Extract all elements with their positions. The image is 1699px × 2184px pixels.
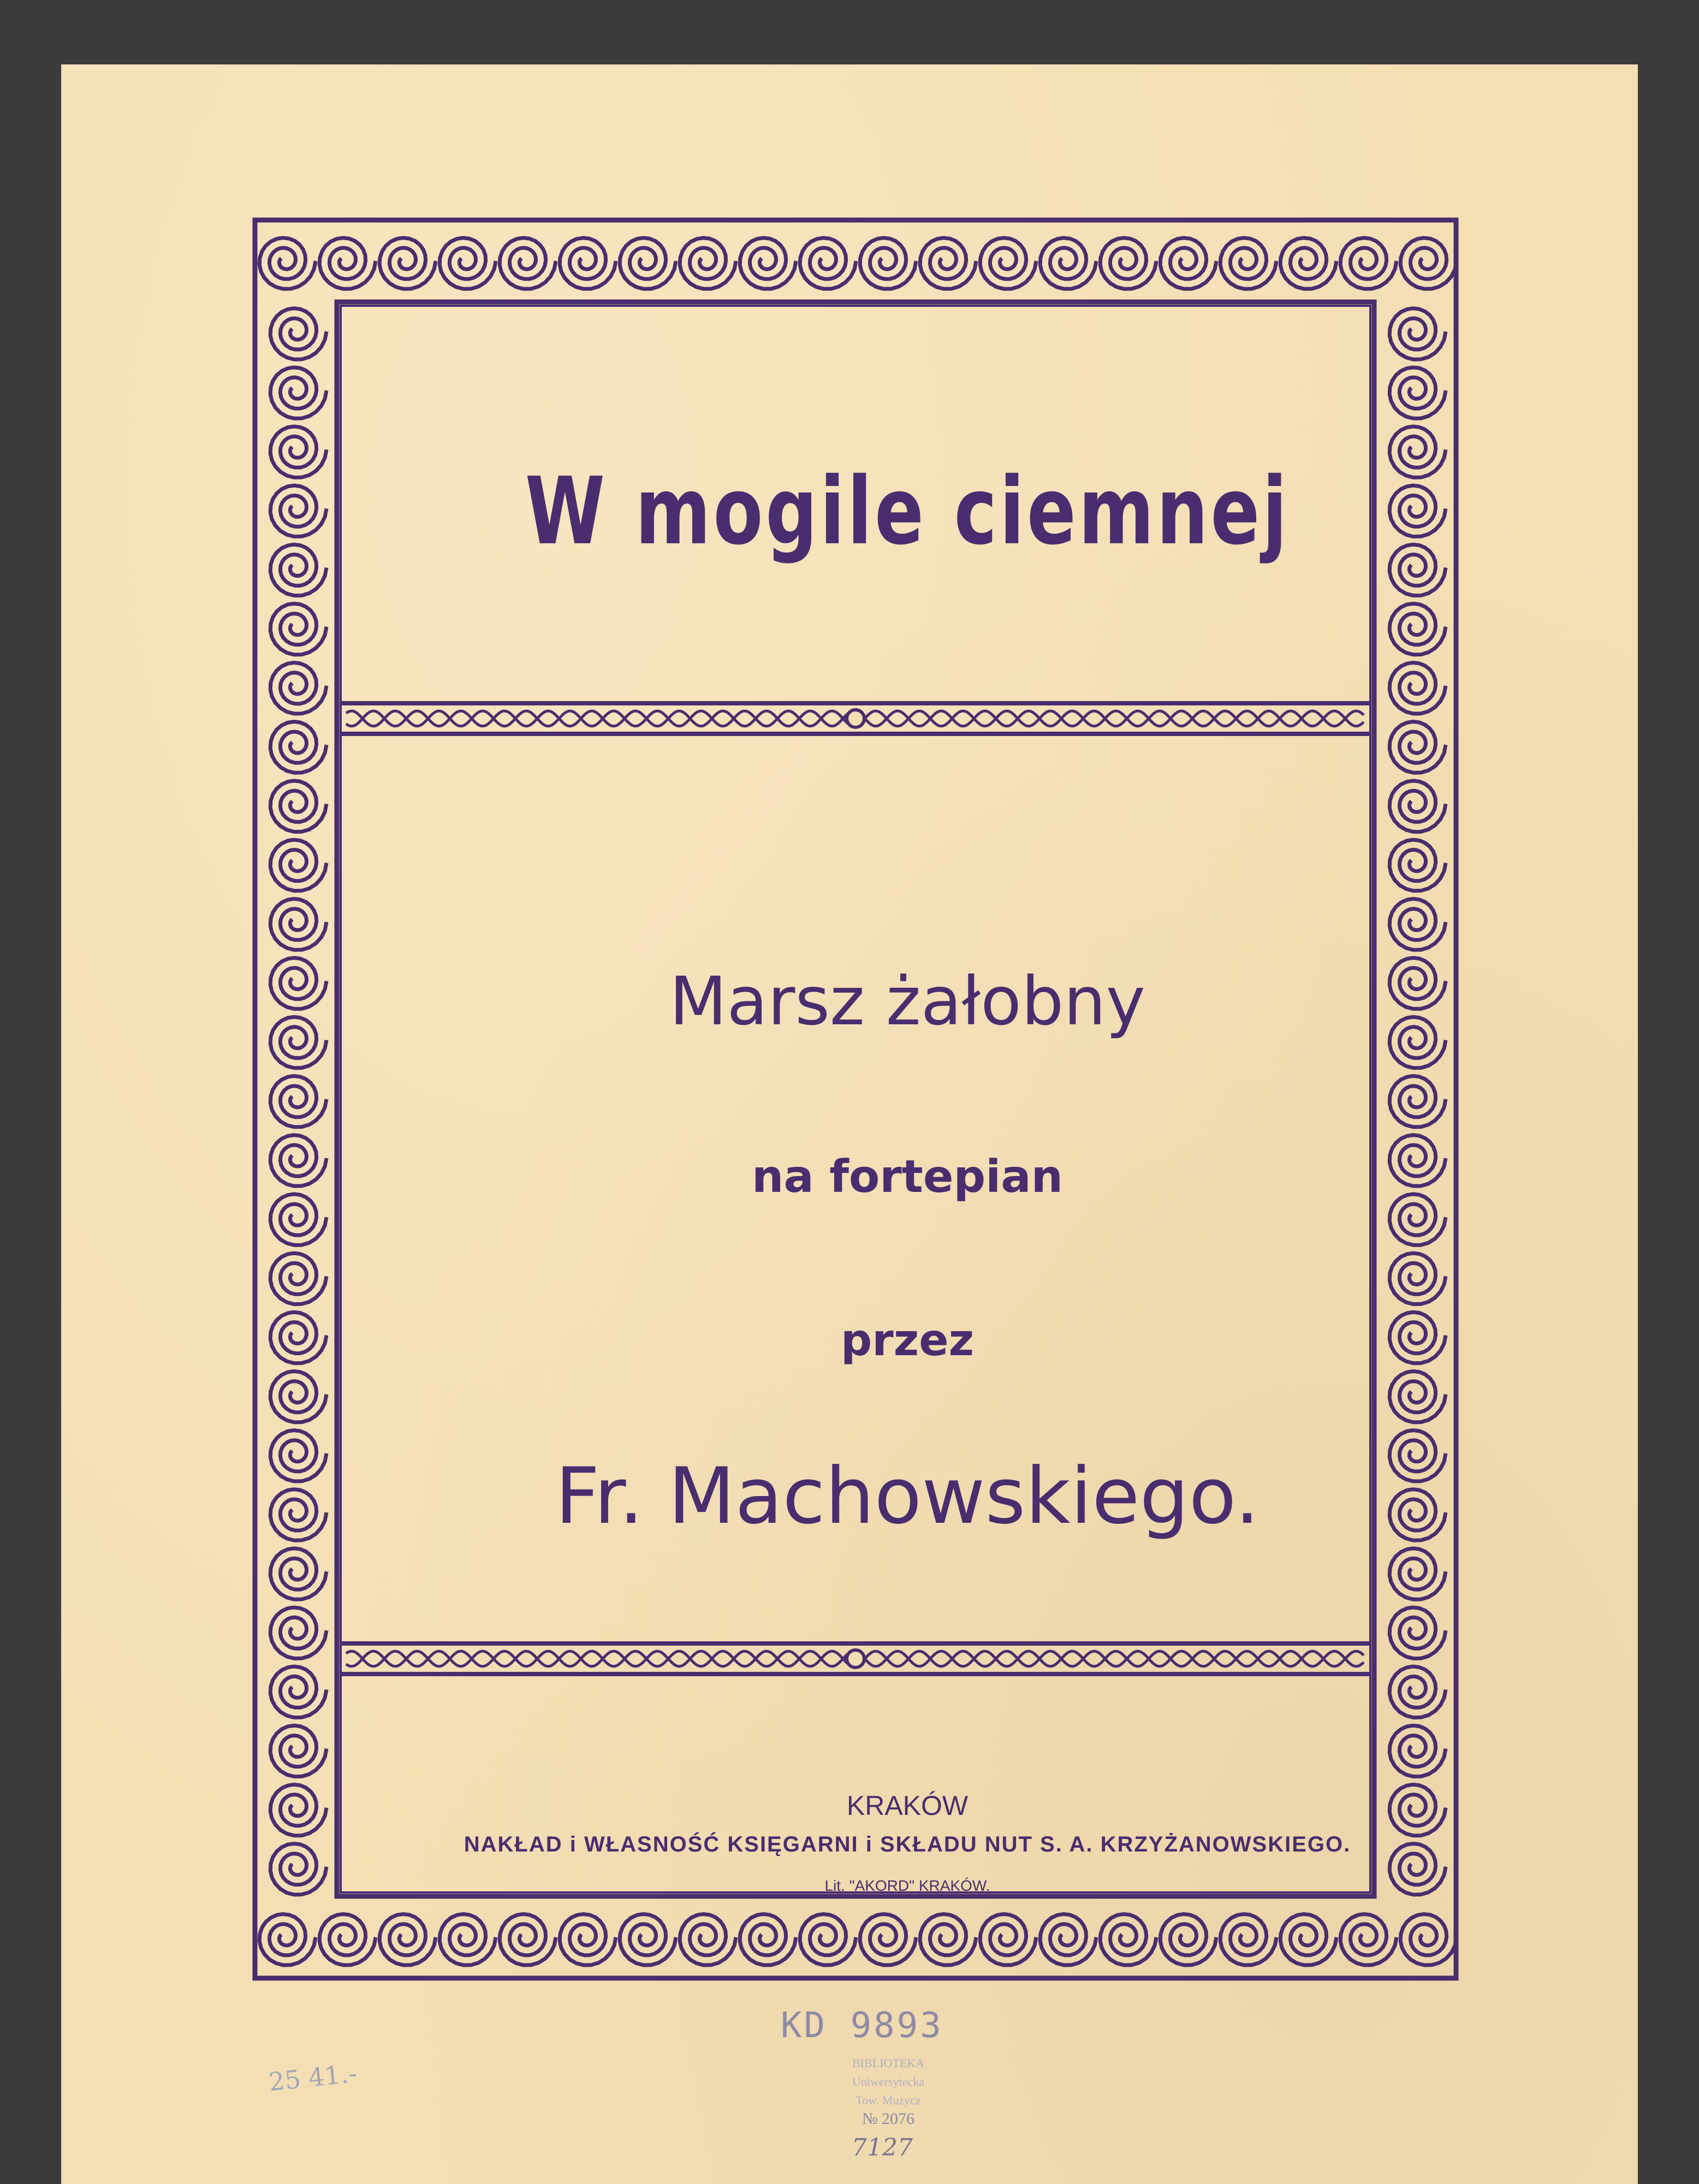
- spiral-ornament: [1280, 238, 1336, 289]
- divider-center-rosette: [847, 710, 864, 727]
- stamp-line-4: № 2076: [862, 2110, 915, 2128]
- spiral-ornament: [270, 899, 326, 950]
- library-stamp: [825, 2052, 951, 2134]
- spiral-ornament: [1389, 604, 1446, 655]
- spiral-ornament: [270, 958, 326, 1009]
- spiral-ornament: [259, 1914, 316, 1966]
- spiral-ornament: [1389, 899, 1446, 950]
- spiral-ornament: [1389, 1076, 1446, 1127]
- spiral-ornament: [270, 840, 326, 891]
- spiral-ornament: [1400, 238, 1457, 289]
- publisher-line: NAKŁAD i WŁASNOŚĆ KSIĘGARNI i SKŁADU NUT S. A. KRZYŻANOWSKIEGO.: [464, 1832, 1351, 1856]
- spiral-ornament: [1389, 1371, 1446, 1422]
- spiral-ornament: [319, 238, 376, 289]
- spiral-ornament: [270, 308, 326, 360]
- spiral-ornament: [1389, 722, 1446, 773]
- spiral-ornament: [920, 1914, 976, 1966]
- spiral-ornament: [860, 1914, 916, 1966]
- spiral-ornament: [560, 1914, 616, 1966]
- spiral-ornament: [1100, 238, 1156, 289]
- spiral-ornament: [980, 238, 1036, 289]
- spiral-ornament: [270, 1489, 326, 1541]
- spiral-ornament: [270, 1076, 326, 1127]
- spiral-ornament: [1040, 238, 1096, 289]
- spiral-ornament: [620, 1914, 676, 1966]
- composer-name: Fr. Machowskiego.: [555, 1451, 1260, 1541]
- spiral-ornament: [270, 367, 326, 419]
- spiral-ornament: [1389, 1666, 1446, 1718]
- spiral-ornament: [270, 1017, 326, 1069]
- sheet-music-cover: [61, 64, 1638, 2184]
- by-line: przez: [840, 1315, 975, 1366]
- spiral-ornament: [1340, 238, 1397, 289]
- pencil-price-note: 25 41.-: [267, 2058, 359, 2097]
- spiral-ornament: [1220, 238, 1276, 289]
- upper-divider: [341, 703, 1370, 734]
- spiral-ornament: [270, 1431, 326, 1482]
- instrument-line: na fortepian: [751, 1151, 1064, 1203]
- spiral-ornament: [270, 1135, 326, 1186]
- spiral-ornament: [1389, 1253, 1446, 1304]
- spiral-ornament: [620, 238, 676, 289]
- spiral-ornament: [270, 544, 326, 596]
- spiral-ornament: [270, 1666, 326, 1718]
- spiral-ornament: [1280, 1914, 1336, 1966]
- spiral-ornament: [439, 238, 496, 289]
- spiral-ornament: [270, 663, 326, 714]
- spiral-ornament: [439, 1914, 496, 1966]
- spiral-ornament: [270, 1725, 326, 1777]
- shelf-mark: KD 9893: [781, 2005, 943, 2046]
- spiral-ornament: [980, 1914, 1036, 1966]
- spiral-ornament: [379, 1914, 436, 1966]
- spiral-ornament: [270, 426, 326, 478]
- spiral-ornament: [1220, 1914, 1276, 1966]
- spiral-ornament: [920, 238, 976, 289]
- spiral-ornament: [1389, 663, 1446, 714]
- spiral-ornament: [1400, 1914, 1457, 1966]
- spiral-ornament: [1389, 1725, 1446, 1777]
- spiral-ornament: [740, 238, 796, 289]
- spiral-ornament: [1389, 367, 1446, 419]
- spiral-ornament: [270, 1548, 326, 1600]
- spiral-ornament: [270, 1371, 326, 1422]
- spiral-ornament: [1389, 1548, 1446, 1600]
- stamp-line-2: Uniwersytecka: [852, 2075, 924, 2088]
- spiral-ornament: [270, 1253, 326, 1304]
- spiral-ornament: [270, 1312, 326, 1363]
- pencil-inventory-number: 7127: [852, 2134, 913, 2162]
- spiral-ornament: [1340, 1914, 1397, 1966]
- publication-place: KRAKÓW: [846, 1790, 969, 1821]
- spiral-ornament: [270, 1844, 326, 1895]
- spiral-ornament: [270, 1194, 326, 1245]
- spiral-ornament: [319, 1914, 376, 1966]
- subtitle: Marsz żałobny: [669, 963, 1145, 1040]
- stamp-line-1: BIBLIOTEKA: [852, 2056, 924, 2070]
- spiral-ornament: [379, 238, 436, 289]
- spiral-ornament: [1389, 485, 1446, 537]
- spiral-ornament: [1389, 840, 1446, 891]
- spiral-ornament: [1100, 1914, 1156, 1966]
- title: W mogile ciemnej: [525, 458, 1290, 566]
- spiral-ornament: [1389, 308, 1446, 360]
- spiral-ornament: [1160, 238, 1216, 289]
- printer-line: Lit. "AKORD" KRAKÓW.: [824, 1877, 990, 1894]
- divider-center-rosette: [847, 1650, 864, 1667]
- spiral-ornament: [800, 238, 856, 289]
- spiral-ornament: [1160, 1914, 1216, 1966]
- spiral-ornament: [1040, 1914, 1096, 1966]
- spiral-ornament: [1389, 781, 1446, 832]
- spiral-ornament: [270, 1607, 326, 1659]
- spiral-ornament: [1389, 544, 1446, 596]
- ornamental-frame: [61, 64, 1638, 2184]
- lower-divider: [341, 1643, 1370, 1674]
- spiral-ornament: [680, 238, 736, 289]
- spiral-ornament: [560, 238, 616, 289]
- spiral-ornament: [860, 238, 916, 289]
- spiral-ornament: [270, 781, 326, 832]
- stamp-line-3: Tow. Muzycz: [856, 2093, 921, 2107]
- spiral-ornament: [800, 1914, 856, 1966]
- spiral-ornament: [740, 1914, 796, 1966]
- spiral-ornament: [270, 1784, 326, 1836]
- spiral-ornament: [270, 485, 326, 537]
- spiral-ornament: [500, 1914, 556, 1966]
- spiral-ornament: [259, 238, 316, 289]
- spiral-ornament: [270, 722, 326, 773]
- spiral-ornament: [500, 238, 556, 289]
- spiral-ornament: [1389, 426, 1446, 478]
- spiral-ornament: [270, 604, 326, 655]
- spiral-ornament: [680, 1914, 736, 1966]
- spiral-ornament: [1389, 1607, 1446, 1659]
